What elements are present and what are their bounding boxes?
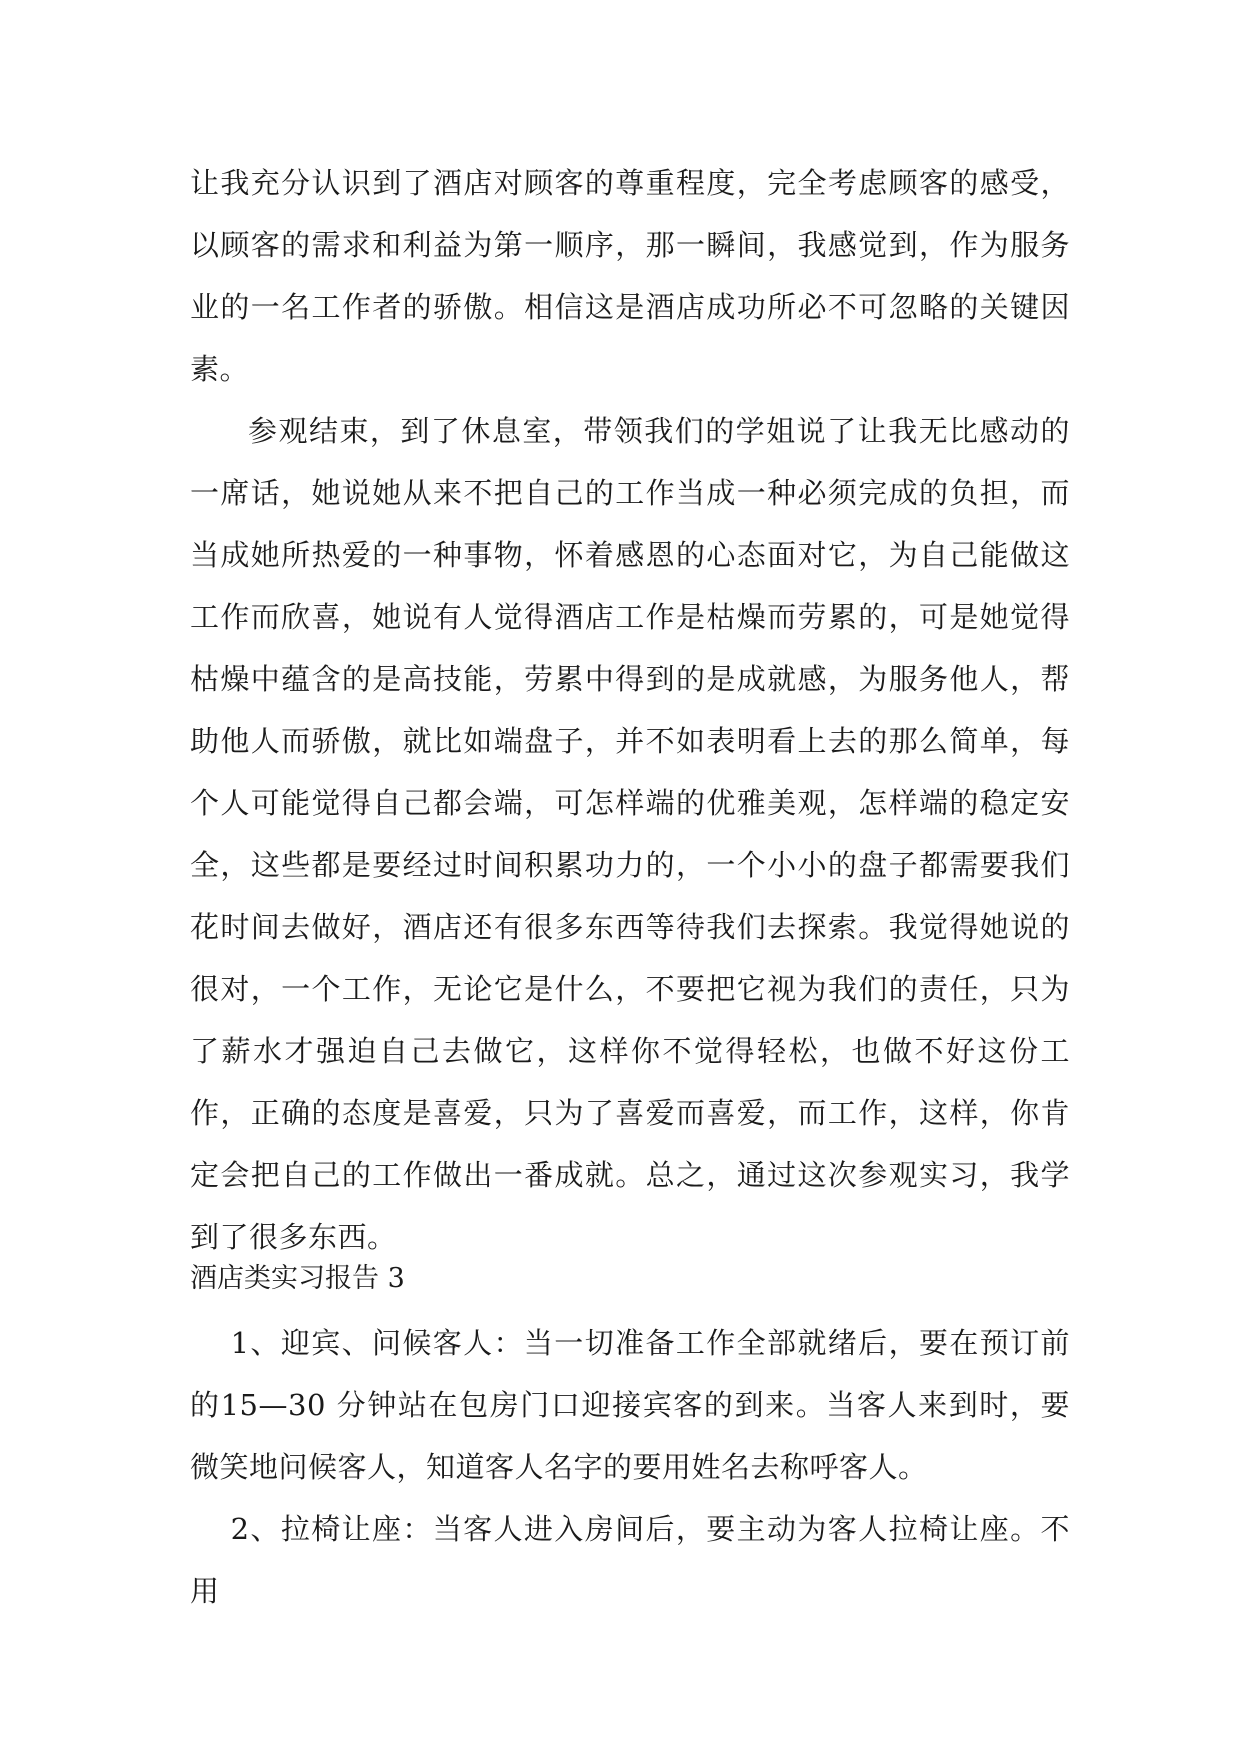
- paragraph-continuation: 让我充分认识到了酒店对顾客的尊重程度，完全考虑顾客的感受，以顾客的需求和利益为第一顺序，那一瞬间，我感觉到，作为服务业的一名工作者的骄傲。相信这是酒店成功所必不可忽略的关键因素。: [190, 166, 1070, 386]
- body-text-bottom: [190, 1312, 1070, 1622]
- paragraph-visit-conclusion: 参观结束，到了休息室，带领我们的学姐说了让我无比感动的一席话，她说她从来不把自己的工作当成一种必须完成的负担，而当成她所热爱的一种事物，怀着感恩的心态面对它，为自己能做这工作而欣喜，她说有人觉得酒店工作是枯燥而劳累的，可是她觉得枯燥中蕴含的是高技能，劳累中得到的是成就感，为服务他人，帮助他人而骄傲，就比如端盘子，并不如表明看上去的那么简单，每个人可能觉得自己都会端，可怎样端的优雅美观，怎样端的稳定安全，这些都是要经过时间积累功力的，一个小小的盘子都需要我们花时间去做好，酒店还有很多东西等待我们去探索。我觉得她说的很对，一个工作，无论它是什么，不要把它视为我们的责任，只为了薪水才强迫自己去做它，这样你不觉得轻松，也做不好这份工作，正确的态度是喜爱，只为了喜爱而喜爱，而工作，这样，你肯定会把自己的工作做出一番成就。总之，通过这次参观实习，我学到了很多东西。: [190, 414, 1070, 1254]
- section-heading: 酒店类实习报告 3: [190, 1263, 405, 1294]
- paragraph-item-2-seating: 2、拉椅让座：当客人进入房间后，要主动为客人拉椅让座。不用: [190, 1512, 1070, 1608]
- body-text-top: [190, 152, 1070, 1268]
- paragraph-item-1-greeting: 1、迎宾、问候客人：当一切准备工作全部就绪后，要在预订前的15—30 分钟站在包房门口迎接宾客的到来。当客人来到时，要微笑地问候客人，知道客人名字的要用姓名去称呼客人。: [190, 1326, 1070, 1484]
